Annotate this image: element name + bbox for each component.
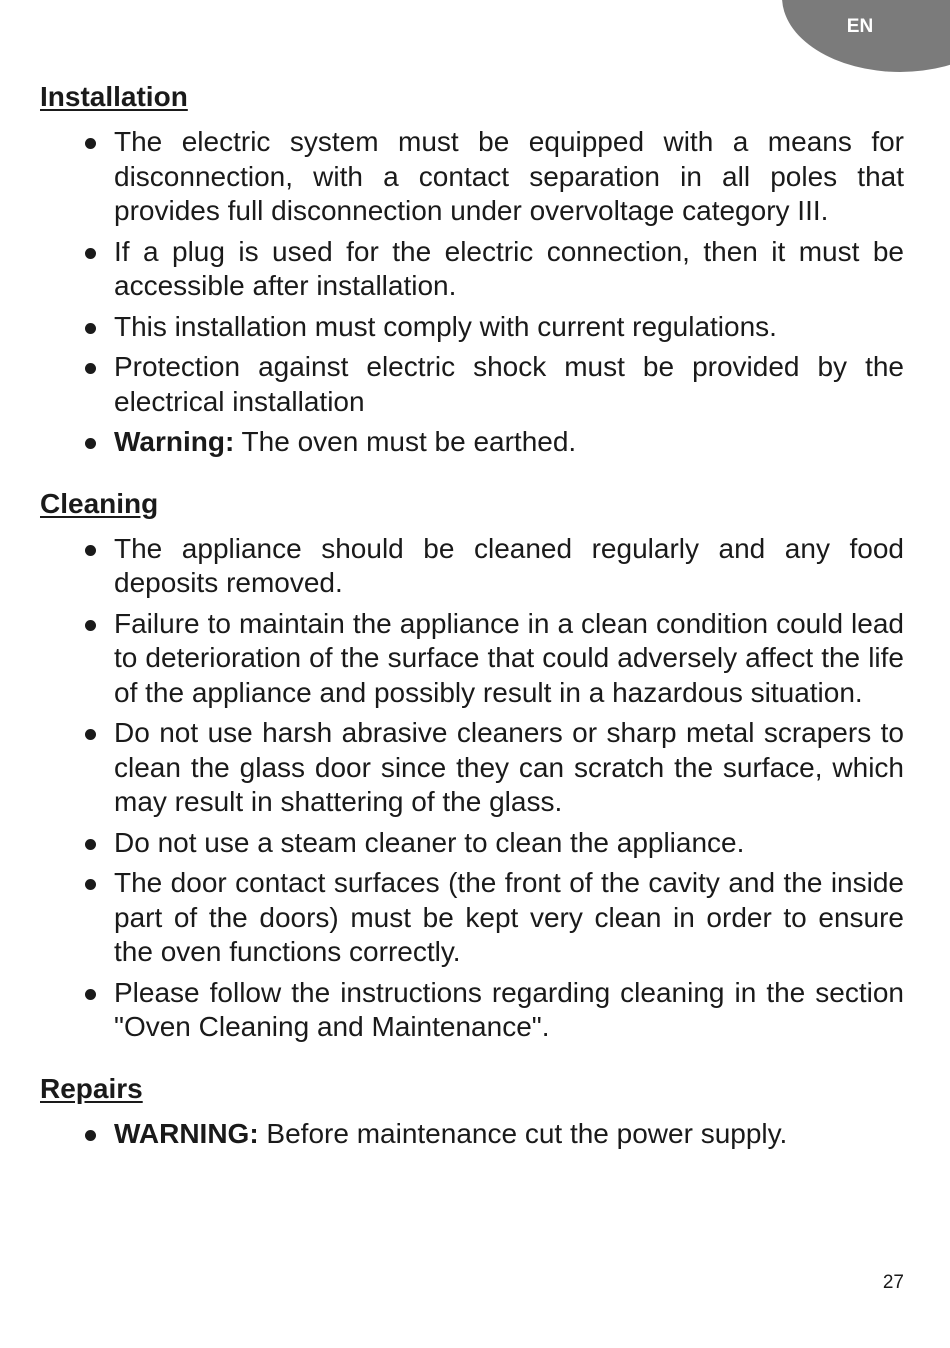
bullet-icon: [85, 438, 96, 449]
list-item: [40, 607, 904, 711]
list-item: [40, 235, 904, 304]
cleaning-list: [40, 532, 904, 1045]
item-text: The electric system must be equipped with a means for disconnection, with a contact separation in all poles that provides full disconnection under overvoltage category III.: [114, 126, 904, 226]
item-text: Protection against electric shock must be provided by the electrical installation: [114, 351, 904, 417]
section-title-installation: Installation: [40, 81, 188, 112]
list-item: [40, 310, 904, 345]
warning-label: WARNING:: [114, 1117, 259, 1149]
bullet-icon: [85, 839, 96, 850]
bullet-icon: [85, 545, 96, 556]
list-item: [40, 866, 904, 970]
list-item: [40, 716, 904, 820]
item-text: Do not use a steam cleaner to clean the appliance.: [114, 826, 745, 858]
warning-label: Warning:: [114, 426, 235, 457]
bullet-icon: [85, 323, 96, 334]
list-item: [40, 532, 904, 601]
installation-list: [40, 125, 904, 460]
list-item: [40, 1117, 904, 1152]
section-spacer: [40, 466, 904, 487]
bullet-icon: [85, 729, 96, 740]
item-text: Failure to maintain the appliance in a clean condition could lead to deterioration of the surface that could adversely affect the life of the appliance and possibly result in a hazardous situation.: [114, 607, 904, 708]
section-spacer: [40, 1051, 904, 1072]
list-item: [40, 826, 904, 861]
bullet-icon: [85, 620, 96, 631]
bullet-icon: [85, 1130, 96, 1141]
language-tab-label: EN: [846, 16, 874, 37]
item-text: This installation must comply with current regulations.: [114, 310, 777, 342]
bullet-icon: [85, 248, 96, 259]
list-item: [40, 976, 904, 1045]
bullet-icon: [85, 879, 96, 890]
list-item: [40, 350, 904, 419]
list-item: [40, 425, 904, 460]
bullet-icon: [85, 989, 96, 1000]
item-text: The oven must be earthed.: [234, 426, 577, 457]
bullet-icon: [85, 138, 96, 149]
list-item: [40, 125, 904, 229]
section-title-cleaning: Cleaning: [40, 487, 159, 519]
item-text: Do not use harsh abrasive cleaners or sharp metal scrapers to clean the glass door since they can scratch the surface, which may result in shattering of the glass.: [114, 717, 904, 817]
item-text: Before maintenance cut the power supply.: [258, 1117, 788, 1149]
item-text: The door contact surfaces (the front of the cavity and the inside part of the doors) must be kept very clean in order to ensure the oven functions correctly.: [114, 867, 904, 967]
page-number: 27: [882, 1272, 904, 1293]
section-title-repairs: Repairs: [40, 1072, 143, 1104]
bullet-icon: [85, 363, 96, 374]
page-content: [40, 80, 904, 1157]
repairs-list: [40, 1117, 904, 1152]
item-text: The appliance should be cleaned regularly and any food deposits removed.: [114, 532, 904, 598]
item-text: If a plug is used for the electric connection, then it must be accessible after installation.: [114, 235, 904, 301]
item-text: Please follow the instructions regarding cleaning in the section "Oven Cleaning and Maintenance".: [114, 976, 904, 1042]
